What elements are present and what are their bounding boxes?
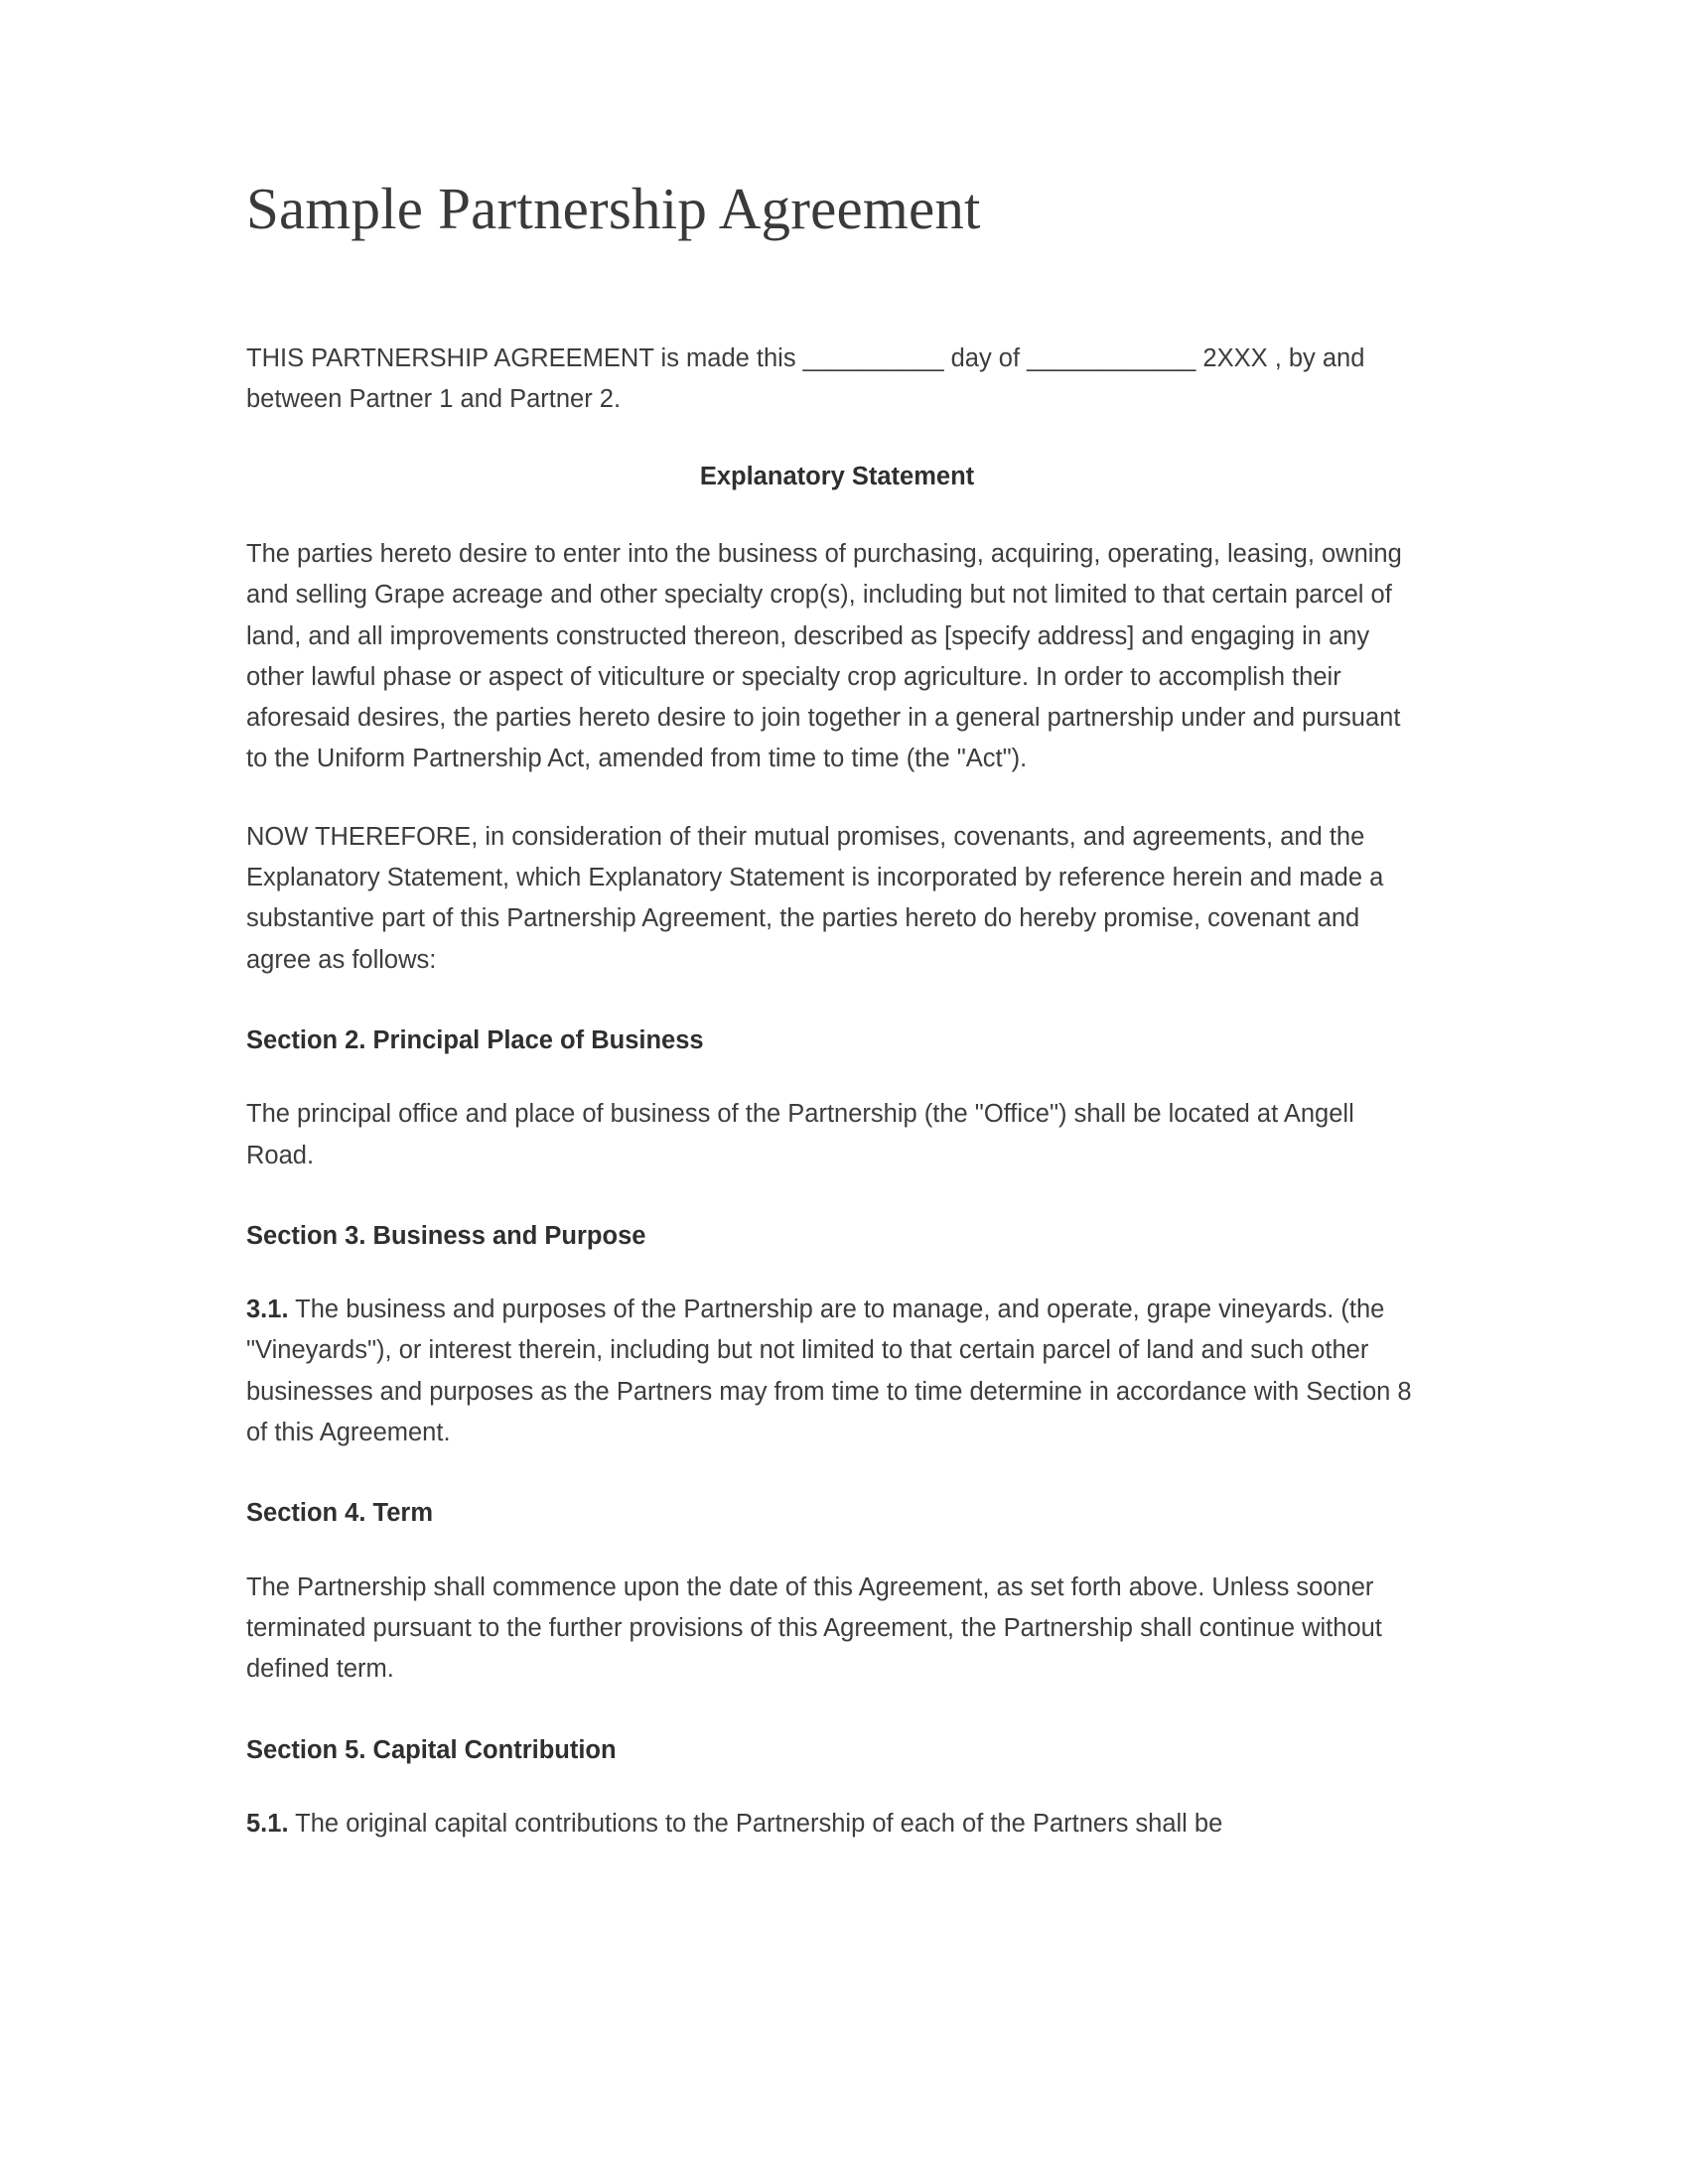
clause-number-3-1: 3.1. [246,1296,289,1324]
section-4-heading: Section 4. Term [246,1499,434,1528]
clause-number-5-1: 5.1. [246,1809,289,1838]
document-body [246,0,1428,1844]
clause-text-5-1: The original capital contributions to the Partnership of each of the Partners shall be [288,1809,1223,1838]
section-2-heading: Section 2. Principal Place of Business [246,1025,704,1054]
intro-paragraph: THIS PARTNERSHIP AGREEMENT is made this __________ day of ____________ 2XXX , by and between Partner 1 and Partner 2. [246,344,1365,414]
explanatory-statement-paragraph: The parties hereto desire to enter into the business of purchasing, acquiring, operating, leasing, owning and selling Grape acreage and other specialty crop(s), including but not limited to that certain parcel of land, and all improvements constructed thereon, described as [specify address] and engaging in any other lawful phase or aspect of viticulture or specialty crop agriculture. In order to accomplish their aforesaid desires, the parties hereto desire to join together in a general partnership under and pursuant to the Uniform Partnership Act, amended from time to time (the "Act"). [246,539,1402,773]
section-2-body: The principal office and place of business of the Partnership (the "Office") shall be located at Angell Road. [246,1100,1354,1169]
section-5-heading: Section 5. Capital Contribution [246,1735,617,1764]
page-title: Sample Partnership Agreement [246,176,981,241]
clause-text-3-1: The business and purposes of the Partnership are to manage, and operate, grape vineyards. (the "Vineyards"), or interest therein, including but not limited to that certain parcel of land and such other businesses and purposes as the Partners may from time to time determine in accordance with Section 8 of this Agreement. [246,1296,1412,1447]
explanatory-statement-heading: Explanatory Statement [699,462,975,490]
section-4-body: The Partnership shall commence upon the date of this Agreement, as set forth above. Unless sooner terminated pursuant to the further provisions of this Agreement, the Partnership shall continue without defined term. [246,1572,1382,1684]
now-therefore-paragraph: NOW THEREFORE, in consideration of their mutual promises, covenants, and agreements, and the Explanatory Statement, which Explanatory Statement is incorporated by reference herein and made a substantive part of this Partnership Agreement, the parties hereto do hereby promise, covenant and agree as follows: [246,822,1384,974]
section-3-heading: Section 3. Business and Purpose [246,1221,646,1250]
section-3-clause-3-1 [246,1290,1428,1453]
section-5-clause-5-1 [246,1804,1428,1844]
